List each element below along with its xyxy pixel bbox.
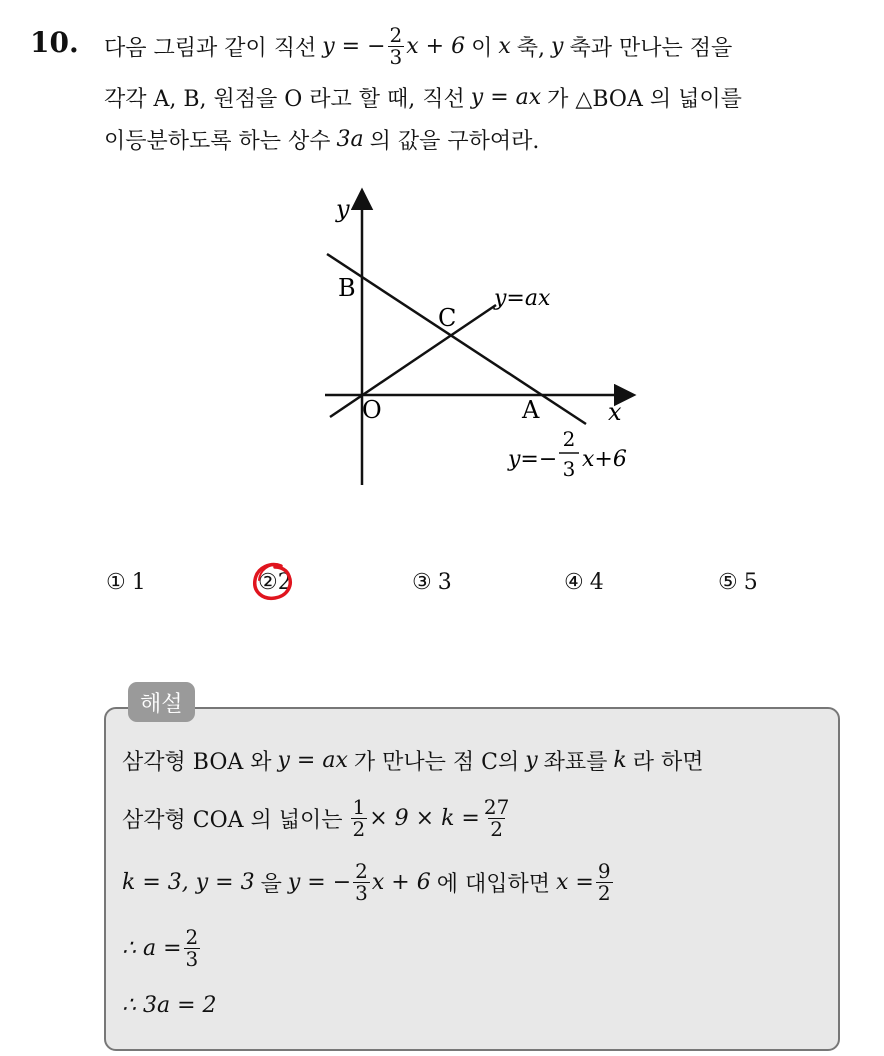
solution-line-2 [122, 790, 513, 846]
choice-mark: ③ [412, 570, 432, 595]
text: 에 대입하면 [436, 871, 550, 897]
expression: ∴ a = [122, 935, 182, 961]
choice-3[interactable] [412, 570, 452, 595]
fraction: $\frac{27}{2}$ [483, 794, 510, 841]
text: 을 [260, 871, 282, 897]
var-k: k [613, 747, 627, 773]
expression: k = 3, y = 3 [122, 869, 255, 895]
line2-label-den: 3 [562, 457, 576, 481]
choice-5[interactable] [718, 570, 758, 595]
origin-label: O [362, 396, 382, 424]
text: 라 하면 [632, 749, 704, 775]
choice-4[interactable] [564, 570, 604, 595]
text: 다음 그림과 같이 직선 [104, 35, 317, 61]
fraction: $\frac{1}{2}$ [352, 794, 366, 841]
question-line-1 [104, 22, 732, 70]
equation: x = [555, 869, 594, 895]
text: 이 [471, 35, 493, 61]
choice-value: 2 [277, 570, 292, 595]
point-c-label: C [438, 304, 457, 332]
choice-mark: ② [258, 570, 278, 595]
text: 가 △BOA 의 넓이를 [547, 86, 742, 112]
question-line-3 [104, 122, 539, 156]
equation: y = ax [277, 747, 348, 773]
line2-label-pre: y=− [508, 447, 558, 472]
solution-line-4 [122, 920, 202, 976]
line-y-ax [330, 305, 496, 417]
equation: y = ax [470, 84, 542, 110]
choice-mark: ⑤ [718, 570, 738, 595]
expression: × 9 × k = [369, 805, 480, 831]
fraction: $\frac{9}{2}$ [597, 858, 611, 905]
line2-label-num: 2 [562, 427, 576, 451]
equation: y = − [322, 33, 386, 59]
equation: y = − [287, 869, 352, 895]
var-x: x [498, 33, 511, 59]
text: 축과 만나는 점을 [569, 35, 733, 61]
choice-value: 1 [131, 570, 146, 595]
question-line-2 [104, 80, 742, 114]
text: 의 값을 구하여라. [369, 128, 540, 154]
fraction: $\frac{2}{3}$ [185, 924, 199, 971]
point-b-label: B [338, 274, 356, 302]
solution-tag: 해설 [128, 682, 195, 722]
expression: ∴ 3a = 2 [122, 992, 217, 1018]
solution-line-1 [122, 740, 704, 780]
choice-value: 4 [589, 570, 604, 595]
text: 삼각형 COA 의 넓이는 [122, 807, 343, 833]
line2-label-post: x+6 [582, 447, 627, 472]
text: 삼각형 BOA 와 [122, 749, 272, 775]
choice-mark: ① [106, 570, 126, 595]
equation: x + 6 [371, 869, 431, 895]
text: 이등분하도록 하는 상수 [104, 128, 331, 154]
line-ax-label: y=ax [494, 286, 551, 311]
answer-circle-mark-icon [251, 562, 295, 602]
choice-1[interactable] [106, 570, 146, 595]
solution-line-3 [122, 854, 615, 910]
question-number: 10. [30, 26, 79, 59]
expression: 3a [336, 126, 364, 152]
point-a-label: A [522, 396, 540, 424]
text: 각각 A, B, 원점을 O 라고 할 때, 직선 [104, 86, 465, 112]
text: 가 만나는 점 C의 [353, 749, 520, 775]
var-y: y [525, 747, 538, 773]
choice-value: 3 [437, 570, 452, 595]
solution-line-5 [122, 985, 217, 1025]
choice-value: 5 [743, 570, 758, 595]
x-axis-label: x [608, 398, 622, 426]
text: 축, [516, 35, 546, 61]
choice-mark: ④ [564, 570, 584, 595]
y-axis-label: y [336, 195, 350, 223]
var-y: y [551, 33, 564, 59]
fraction: $\frac{2}{3}$ [389, 22, 403, 69]
equation: x + 6 [406, 33, 466, 59]
coordinate-graph [300, 180, 660, 490]
fraction: $\frac{2}{3}$ [355, 858, 368, 905]
text: 좌표를 [543, 749, 608, 775]
